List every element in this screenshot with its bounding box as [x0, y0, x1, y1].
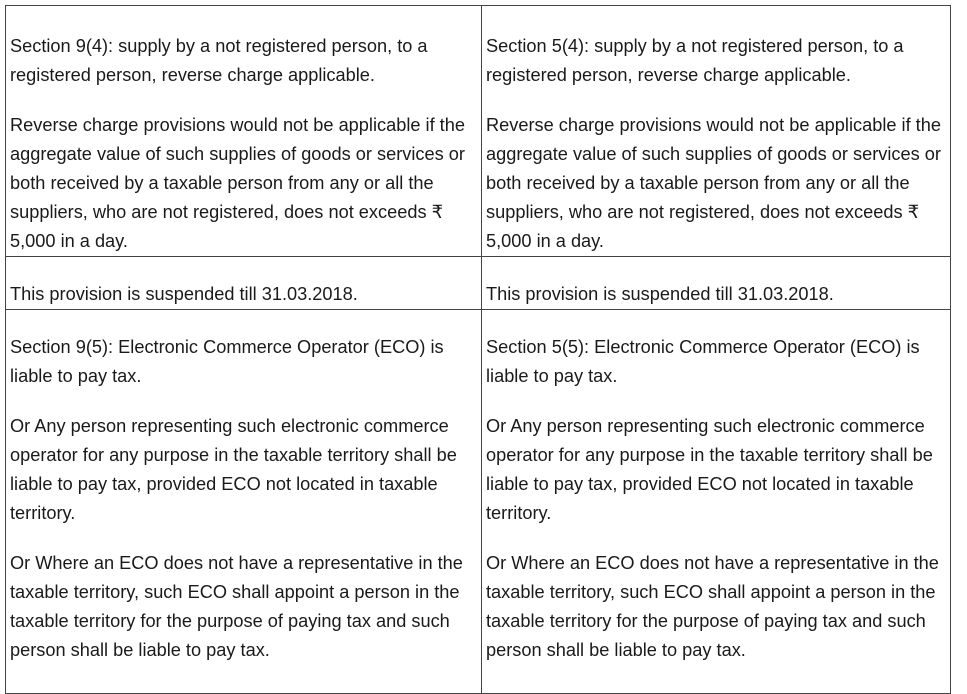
- cell-left: [6, 257, 482, 310]
- paragraph: This provision is suspended till 31.03.2018.: [486, 284, 834, 304]
- cell-right: [482, 6, 951, 257]
- paragraph: Or Where an ECO does not have a representative in the taxable territory, such ECO shall appoint a person in the taxable territory for the purpose of paying tax and such person shall be liable to pay tax.: [486, 553, 939, 660]
- cell-right: [482, 257, 951, 310]
- paragraph: Or Any person representing such electronic commerce operator for any purpose in the taxable territory shall be liable to pay tax, provided ECO not located in taxable territory.: [10, 416, 457, 523]
- paragraph: Or Where an ECO does not have a representative in the taxable territory, such ECO shall appoint a person in the taxable territory for the purpose of paying tax and such person shall be liable to pay tax.: [10, 553, 463, 660]
- table-row: [6, 257, 951, 310]
- paragraph: Section 5(5): Electronic Commerce Operator (ECO) is liable to pay tax.: [486, 337, 920, 386]
- cell-right: [482, 310, 951, 694]
- paragraph: Section 9(4): supply by a not registered person, to a registered person, reverse charge applicable.: [10, 36, 428, 85]
- paragraph: Section 5(4): supply by a not registered person, to a registered person, reverse charge applicable.: [486, 36, 904, 85]
- paragraph: Section 9(5): Electronic Commerce Operator (ECO) is liable to pay tax.: [10, 337, 444, 386]
- paragraph: Or Any person representing such electronic commerce operator for any purpose in the taxable territory shall be liable to pay tax, provided ECO not located in taxable territory.: [486, 416, 933, 523]
- comparison-table: [5, 5, 951, 694]
- table-row: [6, 310, 951, 694]
- paragraph: Reverse charge provisions would not be applicable if the aggregate value of such supplies of goods or services or both received by a taxable person from any or all the suppliers, who are not registered, does not exceeds ₹ 5,000 in a day.: [486, 115, 941, 251]
- cell-left: [6, 6, 482, 257]
- table-row: [6, 6, 951, 257]
- paragraph: Reverse charge provisions would not be applicable if the aggregate value of such supplies of goods or services or both received by a taxable person from any or all the suppliers, who are not registered, does not exceeds ₹ 5,000 in a day.: [10, 115, 465, 251]
- cell-left: [6, 310, 482, 694]
- paragraph: This provision is suspended till 31.03.2018.: [10, 284, 358, 304]
